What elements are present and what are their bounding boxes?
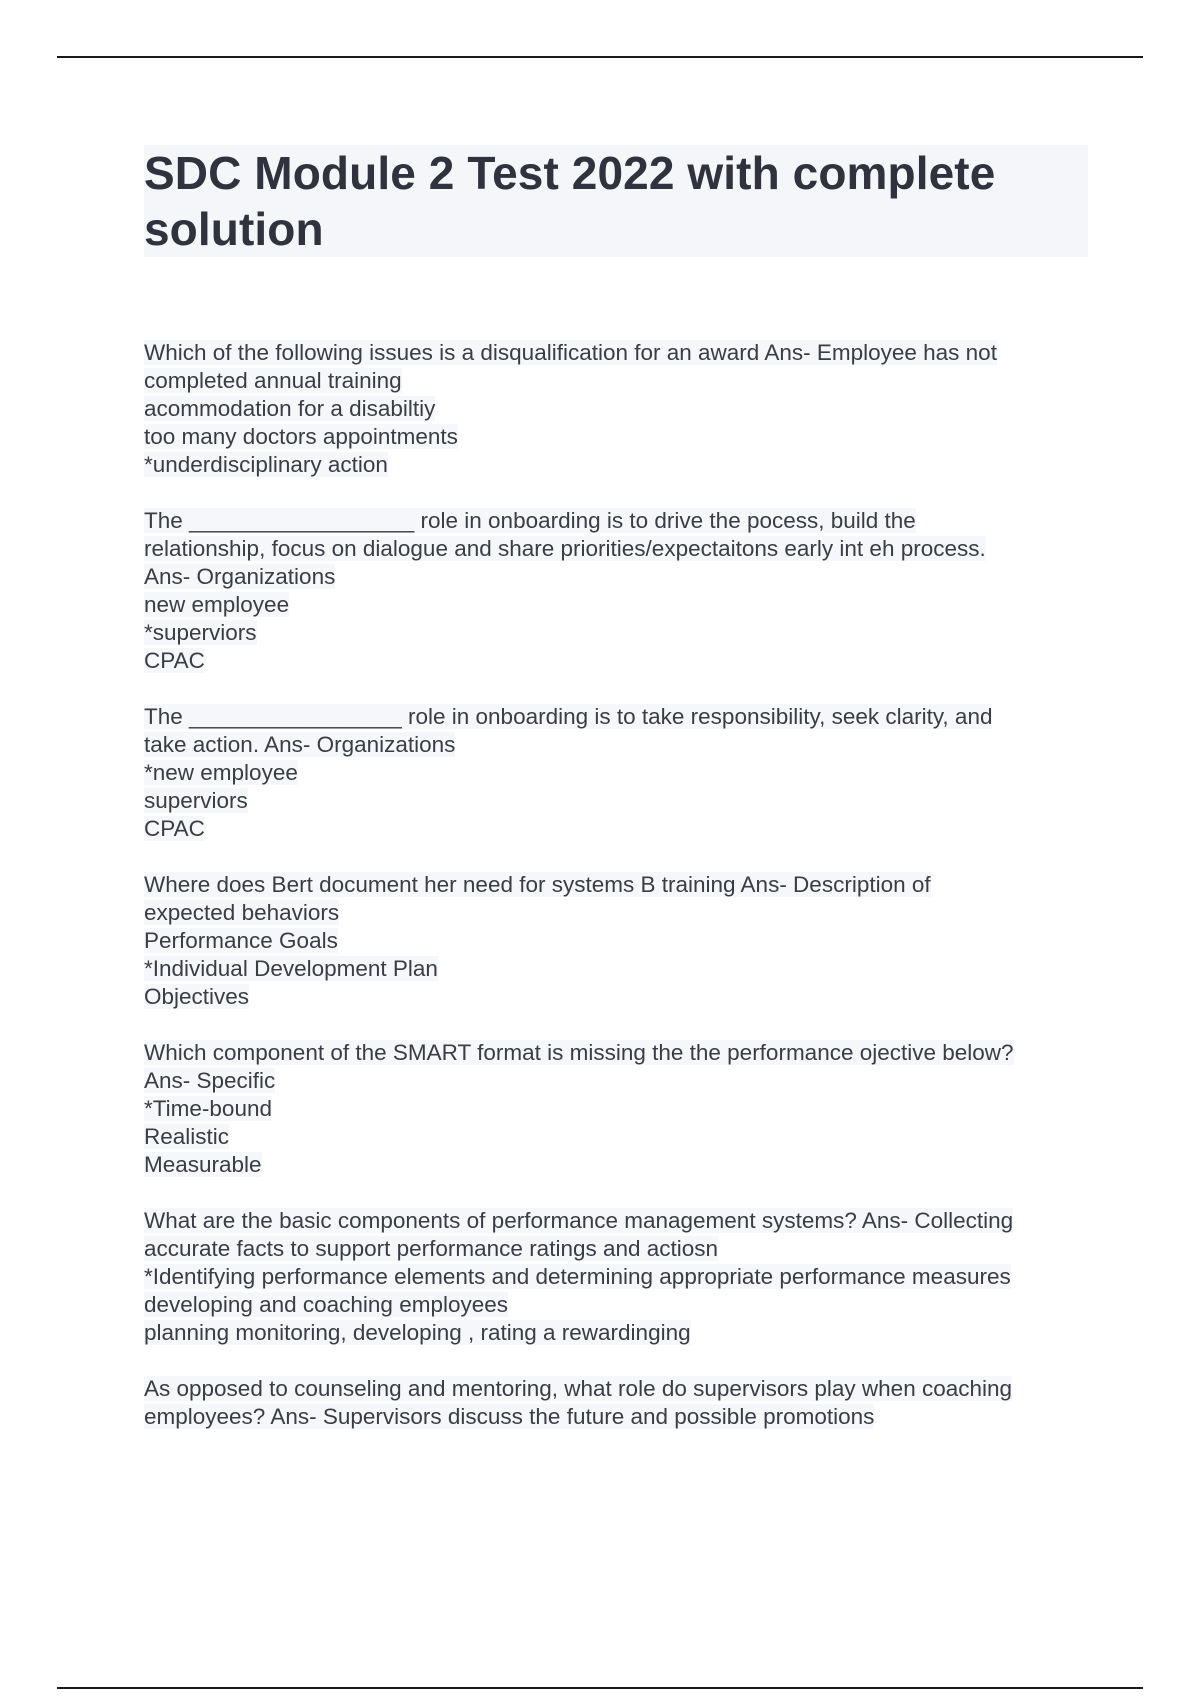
question-line: Which component of the SMART format is missing the the performance ojective below? xyxy=(144,1040,1014,1065)
answer-option: CPAC xyxy=(144,816,205,841)
question-line: As opposed to counseling and mentoring, what role do supervisors play when coaching xyxy=(144,1376,1013,1401)
answer-option-correct: *Time-bound xyxy=(144,1096,272,1121)
question-item xyxy=(144,871,1094,1011)
question-line: employees? Ans- Supervisors discuss the future and possible promotions xyxy=(144,1404,875,1429)
question-item xyxy=(144,1207,1094,1347)
title-block xyxy=(144,145,1088,257)
answer-option: acommodation for a disabiltiy xyxy=(144,396,436,421)
question-item xyxy=(144,1039,1094,1179)
question-line: The _________________ role in onboarding is to take responsibility, seek clarity, and xyxy=(144,704,993,729)
question-line: relationship, focus on dialogue and share priorities/expectaitons early int eh process. xyxy=(144,536,986,561)
header-rule xyxy=(57,56,1143,58)
question-line: take action. Ans- Organizations xyxy=(144,732,456,757)
question-item xyxy=(144,1375,1094,1431)
answer-option: Performance Goals xyxy=(144,928,338,953)
question-item xyxy=(144,507,1094,675)
answer-option-correct: *new employee xyxy=(144,760,298,785)
title-line-2: solution xyxy=(144,203,324,255)
answer-option: planning monitoring, developing , rating a rewardinging xyxy=(144,1320,691,1345)
answer-option: superviors xyxy=(144,788,248,813)
answer-option-correct: *underdisciplinary action xyxy=(144,452,388,477)
answer-option-correct: *superviors xyxy=(144,620,257,645)
answer-option: Realistic xyxy=(144,1124,230,1149)
answer-option-correct: *Identifying performance elements and determining appropriate performance measures xyxy=(144,1264,1011,1289)
footer-rule xyxy=(57,1687,1143,1689)
question-line: expected behaviors xyxy=(144,900,340,925)
answer-option: Ans- Organizations xyxy=(144,564,336,589)
question-line: Which of the following issues is a disqualification for an award Ans- Employee has not xyxy=(144,340,997,365)
answer-option: developing and coaching employees xyxy=(144,1292,509,1317)
question-line: What are the basic components of performance management systems? Ans- Collecting xyxy=(144,1208,1014,1233)
answer-option: CPAC xyxy=(144,648,205,673)
answer-option: Objectives xyxy=(144,984,250,1009)
document-title xyxy=(144,145,1088,257)
answer-option: Measurable xyxy=(144,1152,262,1177)
question-line: Where does Bert document her need for systems B training Ans- Description of xyxy=(144,872,931,897)
answer-option: too many doctors appointments xyxy=(144,424,458,449)
answer-option: Ans- Specific xyxy=(144,1068,276,1093)
question-line: accurate facts to support performance ratings and actiosn xyxy=(144,1236,719,1261)
question-line: The __________________ role in onboarding is to drive the pocess, build the xyxy=(144,508,916,533)
title-line-1: SDC Module 2 Test 2022 with complete xyxy=(144,147,996,199)
question-line: completed annual training xyxy=(144,368,402,393)
question-item xyxy=(144,339,1094,479)
question-list xyxy=(144,339,1094,1459)
answer-option-correct: *Individual Development Plan xyxy=(144,956,438,981)
answer-option: new employee xyxy=(144,592,290,617)
question-item xyxy=(144,703,1094,843)
